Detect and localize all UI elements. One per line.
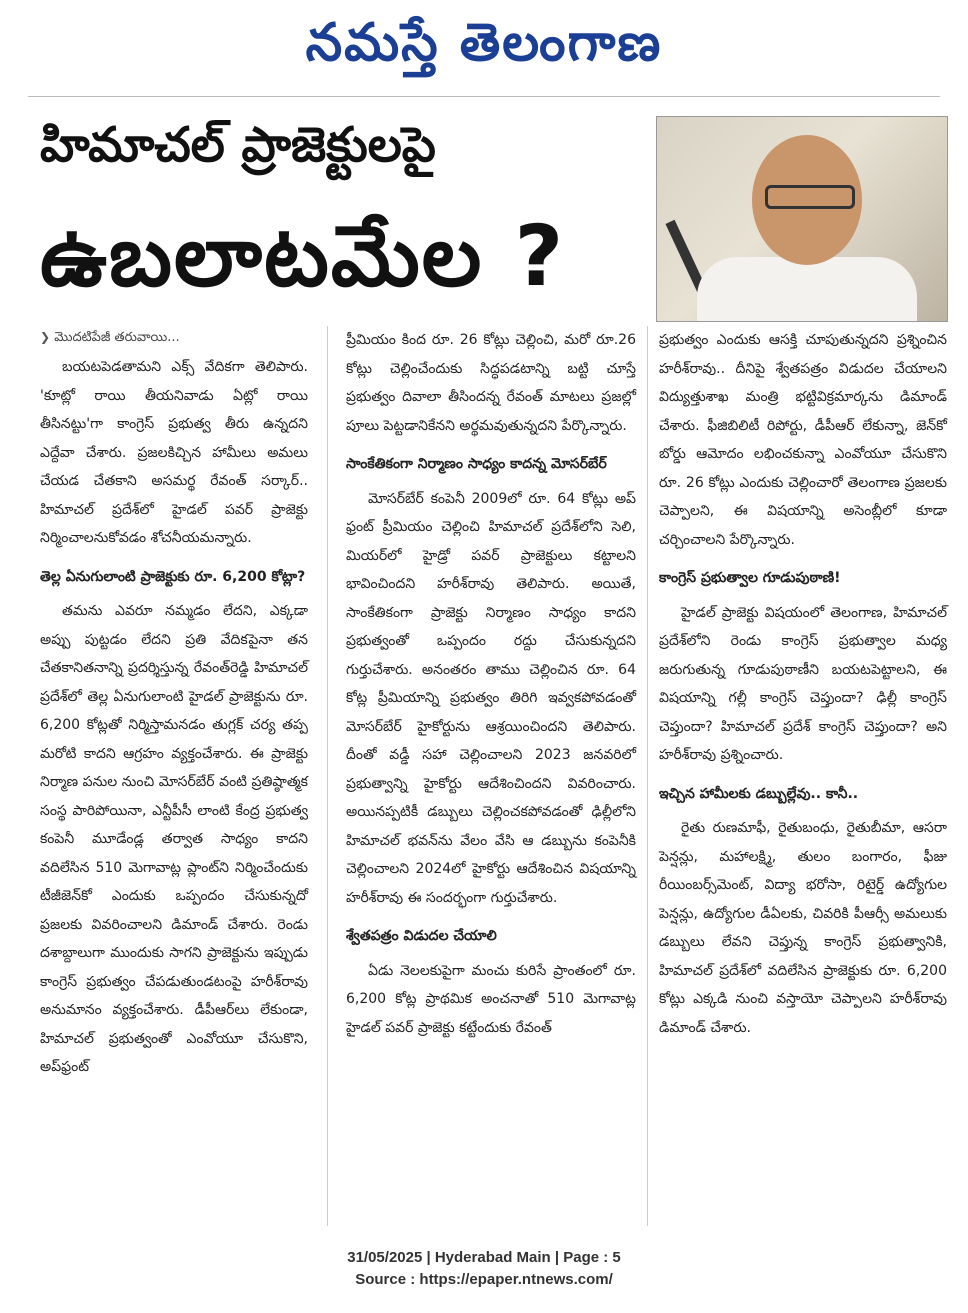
subheading: కాంగ్రెస్ ప్రభుత్వాల గూడుపుఠాణి! bbox=[659, 570, 841, 586]
masthead-logo: నమస్తే తెలంగాణ bbox=[305, 12, 663, 73]
subheading: ఇచ్చిన హామీలకు డబ్బుల్లేవు.. కానీ.. bbox=[659, 785, 859, 802]
column-divider bbox=[647, 326, 648, 1226]
paragraph: ప్రీమియం కింద రూ. 26 కోట్లు చెల్లించి, మరో రూ.26 కోట్లు చెల్లించేందుకు సిద్ధపడటాన్ని బట్టి చూస్తే ప్రభుత్వం దివాలా తీసిందన్న రేవంత్ మాటలు ప్రజల్లో పూలు పెట్టడానికేనని అర్థమవుతున్నదని పేర్కొన్నారు. bbox=[346, 332, 636, 434]
column-divider bbox=[327, 326, 328, 1226]
paragraph: ప్రభుత్వం ఎందుకు ఆసక్తి చూపుతున్నదని ప్రశ్నించిన హరీశ్‌రావు.. దీనిపై శ్వేతపత్రం విడుదల చేయాలని విద్యుత్తుశాఖ మంత్రి భట్టివిక్రమార్కను డిమాండ్ చేశారు. ఫీజిబిలిటీ రిపోర్టు, డీపీఆర్ లేకున్నా, జెన్‌కో బోర్డు ఆమోదం లభించకున్నా ఎంవోయూ చేసుకొని రూ. 26 కోట్లు ఎందుకు చెల్లించారో తెలంగాణ ప్రజలకు చెప్పాలని, ఈ విషయాన్ని అసెంబ్లీలో కూడా చర్చించాలని పేర్కొన్నారు. bbox=[659, 332, 947, 548]
paragraph: తమను ఎవరూ నమ్మడం లేదని, ఎక్కడా అప్పు పుట్టడం లేదని ప్రతి వేదికపైనా తన చేతకానితనాన్ని ప్రదర్శిస్తున్న రేవంత్‌రెడ్డి హిమాచల్ ప్రదేశ్‌లో తెల్ల ఏనుగులాంటి హైడల్ ప్రాజెక్టును రూ. 6,200 కోట్లతో నిర్మిస్తామనడం తుగ్లక్ చర్య తప్ప మరోటి కాదని ఆగ్రహం వ్యక్తంచేశారు. ఈ ప్రాజెక్టు నిర్మాణ పనుల నుంచి మోసర్‌బేర్ వంటి ప్రతిష్ఠాత్మక సంస్థ పారిపోయినా, ఎన్టీపీసీ లాంటి కేంద్ర ప్రభుత్వ కంపెనీ మూడేండ్ల తర్వాత సాధ్యం కాదని వదిలేసిన 510 మెగావాట్ల ప్లాంట్‌ని నిర్మించేందుకు టీజీజెన్‌కో ఎందుకు ఒప్పందం చేసుకున్నదో ప్రజలకు వివరించాలని డిమాండ్ చేశారు. రెండు దశాబ్దాలుగా ముందుకు సాగని ప్రాజెక్టును ఇప్పుడు కాంగ్రెస్ ప్రభుత్వం చేపడుతుండటంపై హరీశ్‌రావు అనుమానం వ్యక్తంచేశారు. డీపీఆర్‌లు లేకుండా, హిమాచల్ ప్రభుత్వంతో ఎంవోయూ చేసుకొని, అప్‌ఫ్రంట్ bbox=[40, 603, 308, 1075]
continued-label bbox=[40, 326, 308, 349]
footer-dateline: 31/05/2025 | Hyderabad Main | Page : 5 bbox=[347, 1249, 621, 1266]
masthead bbox=[0, 8, 968, 78]
article-column-3 bbox=[659, 326, 947, 1048]
paragraph: బయటపెడతామని ఎక్స్ వేదికగా తెలిపారు. 'కూట్లో రాయి తీయనివాడు ఏట్లో రాయి తీసినట్టు'గా కాంగ్రెస్ ప్రభుత్వ తీరు ఉన్నదని ఎద్దేవా చేశారు. ప్రజలకిచ్చిన హామీలు అమలు చేయడ చేతకాని అసమర్థ రేవంత్ సర్కార్.. హిమాచల్ ప్రదేశ్‌లో హైడల్ పవర్ ప్రాజెక్టు నిర్మించాలనుకోవడం శోచనీయమన్నారు. bbox=[40, 359, 308, 546]
paragraph: హైడల్ ప్రాజెక్టు విషయంలో తెలంగాణ, హిమాచల్ ప్రదేశ్‌లోని రెండు కాంగ్రెస్ ప్రభుత్వాల మధ్య జరుగుతున్న గూడుపుఠాణీని బయటపెట్టాలని, ఈ విషయాన్ని గల్లీ కాంగ్రెస్ చెప్తుందా? ఢిల్లీ కాంగ్రెస్ చెప్తుందా? హిమాచల్ ప్రదేశ్ కాంగ్రెస్ చెప్తుందా? అని హరీశ్‌రావు ప్రశ్నించారు. bbox=[659, 604, 947, 763]
continued-text: మొదటిపేజీ తరువాయి... bbox=[54, 330, 180, 345]
headline-line2: ఉబలాటమేల ? bbox=[40, 207, 566, 305]
article-column-2 bbox=[346, 326, 636, 1048]
paragraph: రైతు రుణమాఫీ, రైతుబంధు, రైతుబీమా, ఆసరా పెన్షన్లు, మహాలక్ష్మి, తులం బంగారం, ఫీజు రీయింబర్స్‌మెంట్, విద్యా భరోసా, రిటైర్డ్ ఉద్యోగుల పెన్షన్లు, ఉద్యోగుల డీఏలకు, చివరికి పీఆర్సీ అమలుకు డబ్బులు లేవని చెప్తున్న కాంగ్రెస్ ప్రభుత్వానికి, హిమాచల్ ప్రదేశ్‌లో వదిలేసిన ప్రాజెక్టుకు రూ. 6,200 కోట్లు ఎక్కడి నుంచి వస్తాయో చెప్పాలని హరీశ్‌రావు డిమాండ్ చేశారు. bbox=[659, 820, 947, 1036]
chevron-right-icon: ❯ bbox=[40, 330, 51, 344]
headline-line1: హిమాచల్ ప్రాజెక్టులపై bbox=[40, 117, 436, 173]
subheading: సాంకేతికంగా నిర్మాణం సాధ్యం కాదన్న మోసర్‌బేర్ bbox=[346, 456, 607, 472]
paragraph: మోసర్‌బేర్ కంపెనీ 2009లో రూ. 64 కోట్లు అప్ ఫ్రంట్ ప్రీమియం చెల్లించి హిమాచల్ ప్రదేశ్‌లోని సెలి, మియర్‌లో హైడ్రో పవర్ ప్రాజెక్టులు కట్టాలని భావించిందని హరీశ్‌రావు తెలిపారు. అయితే, సాంకేతికంగా ప్రాజెక్టు నిర్మాణం సాధ్యం కాదని ప్రభుత్వంతో ఒప్పందం రద్దు చేసుకున్నదని గుర్తుచేశారు. అనంతరం తాము చెల్లించిన రూ. 64 కోట్ల ప్రీమియాన్ని ప్రభుత్వం తిరిగి ఇవ్వకపోవడంతో మోసర్‌బేర్ హైకోర్టును ఆశ్రయించిందని తెలిపారు. దీంతో వడ్డీ సహా చెల్లించాలని 2023 జనవరిలో ప్రభుత్వాన్ని హైకోర్టు ఆదేశించిందని వివరించారు. అయినప్పటికీ డబ్బులు చెల్లించకపోవడంతో ఢిల్లీలోని హిమాచల్ భవన్‌ను వేలం వేసి ఆ డబ్బును కంపెనీకి చెల్లించాలని 2024లో హైకోర్టు ఆదేశించిన విషయాన్ని హరీశ్‌రావు ఈ సందర్భంగా గుర్తుచేశారు. bbox=[346, 490, 636, 906]
header-rule bbox=[28, 96, 940, 97]
article-photo bbox=[656, 116, 948, 322]
paragraph: ఏడు నెలలకుపైగా మంచు కురిసే ప్రాంతంలో రూ. 6,200 కోట్ల ప్రాథమిక అంచనాతో 510 మెగావాట్ల హైడల్ పవర్ ప్రాజెక్టు కట్టేందుకు రేవంత్ bbox=[346, 962, 636, 1036]
page-footer bbox=[0, 1247, 968, 1291]
subheading: తెల్ల ఏనుగులాంటి ప్రాజెక్టుకు రూ. 6,200 కోట్లా? bbox=[40, 568, 306, 585]
article-column-1 bbox=[40, 326, 308, 1088]
subheading: శ్వేతపత్రం విడుదల చేయాలి bbox=[346, 928, 497, 944]
person-shirt-graphic bbox=[697, 257, 917, 322]
footer-source: Source : https://epaper.ntnews.com/ bbox=[355, 1271, 613, 1288]
glasses-graphic bbox=[765, 185, 855, 209]
